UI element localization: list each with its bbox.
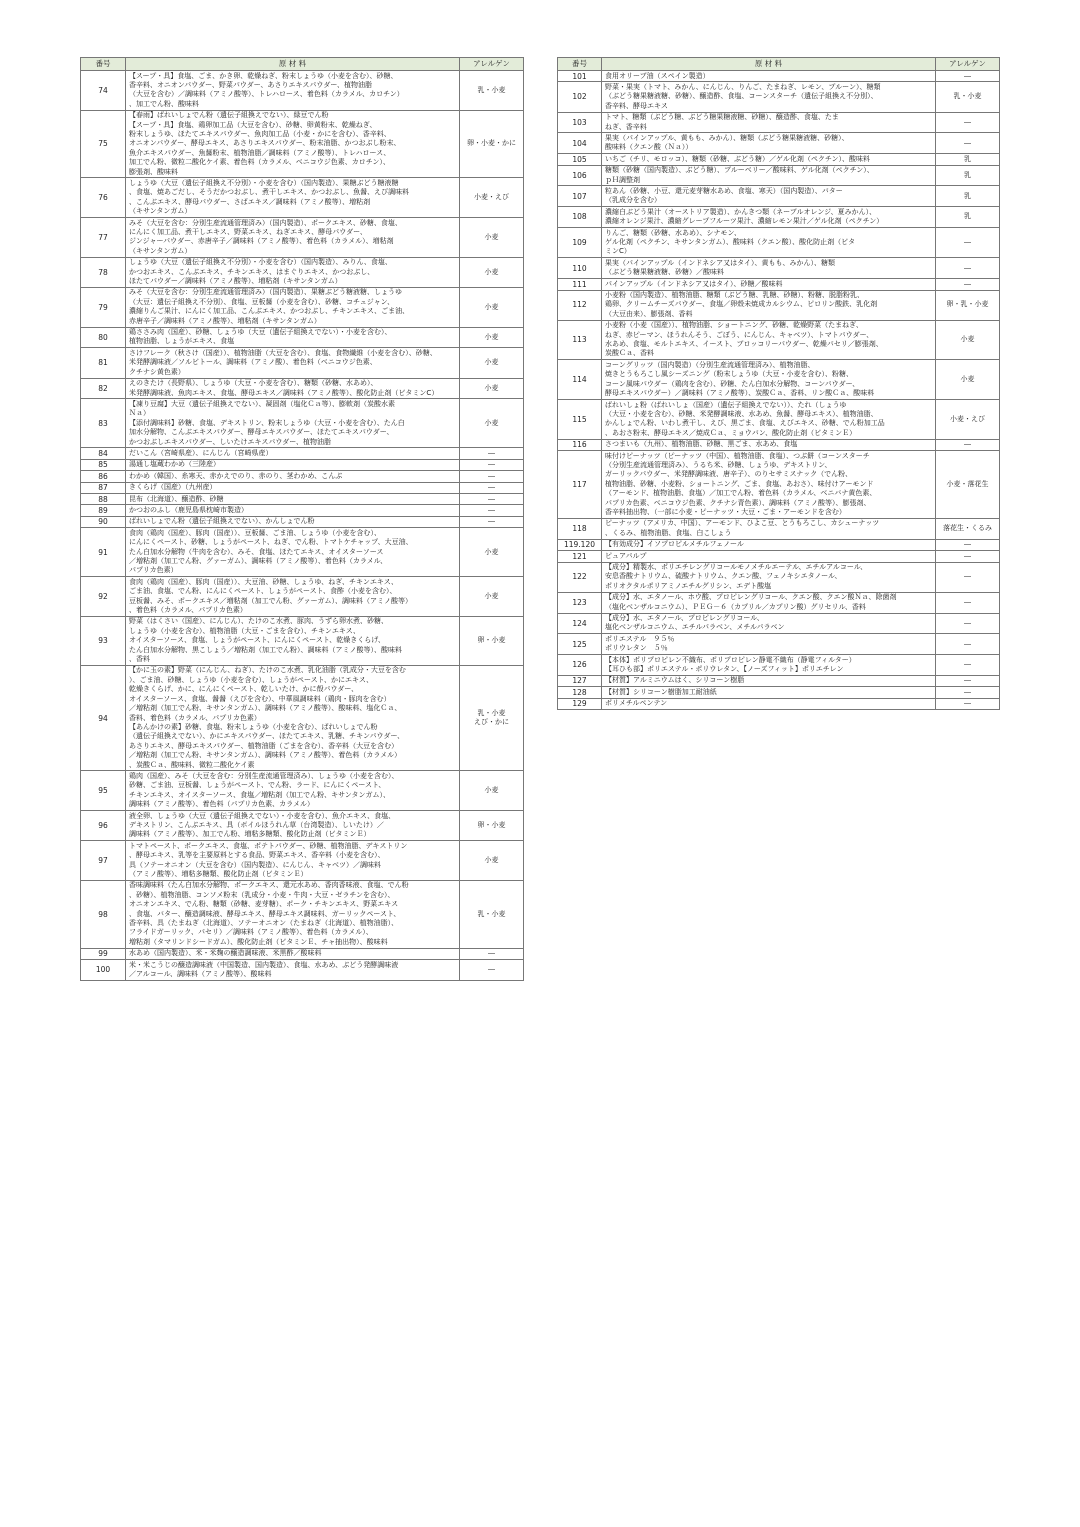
ingredients-cell: しょうゆ（大豆（遺伝子組換え不分別）・小麦を含む）（国内製造）、みりん、食塩、 かつおエキス、こんぶエキス、チキンエキス、はまぐりエキス、かつおぶし、 ほたてパウダー／調味料（アミノ酸等）、増粘剤（キサンタンガム） [126,257,460,287]
item-number: 93 [81,616,126,665]
table-row [81,348,524,378]
table-row [558,539,1000,550]
item-number: 106 [558,165,602,186]
table-row [81,110,524,178]
item-number: 121 [558,551,602,562]
table-row [81,257,524,287]
allergen-cell: 小麦 [460,378,524,399]
item-number: 82 [81,378,126,399]
ingredients-cell: 水あめ（国内製造）、米・米麹の醸造調味液、米黒酢／酸味料 [126,948,460,959]
ingredients-cell: きくらげ（国産）（九州産） [126,482,460,493]
header-row [558,58,1000,71]
ingredients-cell: 昆布（北海道）、醸造酢、砂糖 [126,494,460,505]
allergen-cell: ― [936,613,1000,634]
item-number: 77 [81,218,126,258]
table-row [558,698,1000,709]
table-row [81,459,524,470]
header-number: 番号 [558,58,602,71]
item-number: 104 [558,133,602,154]
item-number: 89 [81,505,126,516]
table-row [558,112,1000,133]
table-row [558,320,1000,360]
ingredients-cell: かつおのふし（鹿児島県枕崎市製造） [126,505,460,516]
ingredients-cell: いちご（チリ、モロッコ）、糖類（砂糖、ぶどう糖）／ゲル化剤（ペクチン）、酸味料 [602,154,936,165]
ingredients-cell: りんご、糖類（砂糖、水あめ）、シナモン、 ゲル化剤（ペクチン、キサンタンガム）、酸味料（クエン酸）、酸化防止剤（ビタ ミンC） [602,228,936,258]
allergen-cell: ― [460,459,524,470]
item-number: 119.120 [558,539,602,550]
allergen-cell: ― [936,655,1000,676]
ingredients-cell: トマトペースト、ポークエキス、食塩、ポテトパウダー、砂糖、植物油脂、デキストリン 、酵母エキス、乳等を主要原料とする食品、野菜エキス、香辛料（小麦を含む）、 具（ソテーオニオン（大豆を含む）（国内製造）、にんじん、キャベツ）／調味料 （アミノ酸等）、増粘多糖類、酸化防止剤（ビタミンＥ） [126,841,460,881]
ingredients-cell: ポリエステル ９５％ ポリウレタン ５％ [602,634,936,655]
table-row [558,613,1000,634]
ingredients-cell: みそ（大豆を含む：分別生産流通管理済み）（国内製造）、ポークエキス、砂糖、食塩、 にんにく加工品、煮干しエキス、野菜エキス、ねぎエキス、酵母パウダー、 ジンジャーパウダー、赤唐辛子／調味料（アミノ酸等）、着色料（カラメル）、増粘剤 （キサンタンガム） [126,218,460,258]
item-number: 124 [558,613,602,634]
allergen-cell: ― [936,279,1000,290]
allergen-cell: 乳・小麦 [460,71,524,111]
table-row [81,616,524,665]
table-row [558,655,1000,676]
ingredients-cell: 味付けピーナッツ（ピーナッツ（中国）、植物油脂、食塩）、つぶ餅（コーンスターチ （分別生産流通管理済み）、うるち米、砂糖、しょうゆ、デキストリン、 ガーリックパウダー、米発酵調味液、唐辛子）、のりセサミスナック（でん粉、 植物油脂、砂糖、小麦粉、ショートニング、ごま、食塩、あおさ）、味付けアーモンド （アーモンド、植物油脂、食塩）／加工でん粉、着色料（カラメル、ベニバナ黄色素、 パプリカ色素、ベニコウジ色素、クチナシ青色素）、調味料（アミノ酸等）、膨張剤、 香辛料抽出物、（一部に小麦・ピーナッツ・大豆・ごま・アーモンドを含む） [602,451,936,519]
item-number: 88 [81,494,126,505]
allergen-cell: 小麦 [936,360,1000,400]
ingredients-cell: ポリメチルペンテン [602,698,936,709]
table-row [558,258,1000,279]
table-row [558,551,1000,562]
header-number: 番号 [81,58,126,71]
ingredients-cell: ピュアパルプ [602,551,936,562]
item-number: 126 [558,655,602,676]
table-row [81,960,524,981]
table-row [81,771,524,811]
ingredients-cell: だいこん（宮崎県産）、にんじん（宮崎県産） [126,448,460,459]
item-number: 102 [558,82,602,112]
allergen-cell: ― [936,675,1000,686]
item-number: 80 [81,327,126,348]
table-row [81,494,524,505]
allergen-cell: 乳 [936,186,1000,207]
ingredients-cell: コーングリッツ（国内製造）（分別生産流通管理済み）、植物油脂、 焼きとうもろこし風シーズニング（粉末しょうゆ（大豆・小麦を含む）、粉糖、 コーン風味パウダー（鶏肉を含む）、砂糖、たん白加水分解物、コーンパウダー、 酵母エキスパウダー）／調味料（アミノ酸等）、炭酸Ｃａ、香料、リン酸Ｃａ、酸味料 [602,360,936,400]
ingredients-cell: 【本体】ポリプロピレン不織布、ポリプロピレン静電不織布（静電フィルター） 【耳ひも部】ポリエステル・ポリウレタン、【ノーズフィット】ポリエチレン [602,655,936,676]
ingredients-cell: 小麦粉（国内製造）、植物油脂、糖類（ぶどう糖、乳糖、砂糖）、粉糖、脱脂粉乳、 鶏卵、クリームチーズパウダー、食塩／卵殻未焼成カルシウム、ピロリン酸鉄、乳化剤 （大豆由来）、膨張剤、香料 [602,290,936,320]
ingredients-cell: ピーナッツ（アメリカ、中国）、アーモンド、ひよこ豆、とうもろこし、カシューナッツ 、くるみ、植物油脂、食塩、白こしょう [602,518,936,539]
ingredients-cell: 鶏ささみ肉（国産）、砂糖、しょうゆ（大豆（遺伝子組換えでない）・小麦を含む）、 植物油脂、しょうがエキス、食塩 [126,327,460,348]
item-number: 96 [81,811,126,841]
ingredients-cell: 【かに玉の素】野菜（にんじん、ねぎ）、たけのこ水煮、乳化油脂（乳成分・大豆を含む ）、ごま油、砂糖、しょうゆ（小麦を含む）、しょうがペースト、かにエキス、 乾燥きくらげ、かに、にんにくペースト、乾しいたけ、かに殻パウダー、 オイスターソース、食塩、醤醤（えびを含む）、中華風調味料（鶏肉・豚肉を含む） ／増粘剤（加工でん粉、キサンタンガム）、調味料（アミノ酸等）、酸味料、塩化Ｃａ、 香料、着色料（カラメル、パプリカ色素） 【あんかけの素】砂糖、食塩、粉末しょうゆ（小麦を含む）、ばれいしょでん粉 （遺伝子組換えでない）、かにエキスパウダー、ほたてエキス、乳糖、チキンパウダー、 あさりエキス、酵母エキスパウダー、植物油脂（ごまを含む）、香辛料（大豆を含む） ／増粘剤（加工でん粉、キサンタンガム）、調味料（アミノ酸等）、着色料（カラメル） 、炭酸Ｃａ、酸味料、微粒二酸化ケイ素 [126,665,460,770]
left-table-body [81,71,524,981]
item-number: 84 [81,448,126,459]
table-row [81,880,524,948]
allergen-cell: 落花生・くるみ [936,518,1000,539]
allergen-cell: ― [936,592,1000,613]
allergen-cell: ― [936,562,1000,592]
ingredients-cell: 米・米こうじの醸造調味液（中国製造、国内製造）、食塩、水あめ、ぶどう発酵調味液 ／アルコール、調味料（アミノ酸等）、酸味料 [126,960,460,981]
item-number: 118 [558,518,602,539]
allergen-cell: ― [936,551,1000,562]
table-row [558,279,1000,290]
allergen-cell: ― [936,439,1000,450]
allergen-cell: ― [936,71,1000,82]
ingredients-cell: 果実（パインアップル、黄もも、みかん）、糖類（ぶどう糖果糖液糖、砂糖）、 酸味料（クエン酸（Ｎａ）） [602,133,936,154]
allergen-cell: ― [936,687,1000,698]
item-number: 75 [81,110,126,178]
allergen-cell: 卵・小麦・かに [460,110,524,178]
table-row [558,439,1000,450]
item-number: 117 [558,451,602,519]
table-row [81,448,524,459]
ingredients-cell: 【有効成分】イソプロピルメチルフェノール [602,539,936,550]
allergen-cell: ― [936,258,1000,279]
allergen-cell: 乳・小麦 えび・かに [460,665,524,770]
allergen-cell: 小麦 [460,399,524,448]
item-number: 97 [81,841,126,881]
item-number: 91 [81,528,126,577]
table-row [558,675,1000,686]
table-row [558,687,1000,698]
table-row [558,71,1000,82]
ingredients-cell: えのきたけ（長野県）、しょうゆ（大豆・小麦を含む）、糖類（砂糖、水あめ）、 米発酵調味液、魚肉エキス、食塩、酵母エキス／調味料（アミノ酸等）、酸化防止剤（ビタミンC） [126,378,460,399]
item-number: 122 [558,562,602,592]
ingredients-cell: 【春雨】ばれいしょでん粉（遺伝子組換えでない）、緑豆でん粉 【スープ・具】食塩、鶏卵加工品（大豆を含む）、砂糖、卵黄粉末、乾燥ねぎ、 粉末しょうゆ、ほたてエキスパウダー、魚肉加工品（小麦・かにを含む）、香辛料、 オニオンパウダー、酵母エキス、あさりエキスパウダー、粉末油脂、かつおぶし粉末、 魚介エキスパウダー、魚醤粉末、植物油脂／調味料（アミノ酸等）、トレハロース、 加工でん粉、微粒二酸化ケイ素、着色料（カラメル、ベニコウジ色素、カロチン）、 膨張剤、酸味料 [126,110,460,178]
allergen-cell: ― [460,494,524,505]
table-row [558,400,1000,440]
allergen-cell: 小麦 [936,320,1000,360]
ingredients-cell: 糖類（砂糖（国内製造）、ぶどう糖）、ブルーベリー／酸味料、ゲル化剤（ペクチン）、 ｐＨ調整剤 [602,165,936,186]
table-row [81,482,524,493]
ingredients-cell: 液全卵、しょうゆ（大豆（遺伝子組換えでない）・小麦を含む）、魚介エキス、食塩、 デキストリン、こんぶエキス、具（ボイルほうれん草（台湾製造）、しいたけ）／ 調味料（アミノ酸等）、加工でん粉、増粘多糖類、酸化防止剤（ビタミンＥ） [126,811,460,841]
table-row [558,592,1000,613]
item-number: 74 [81,71,126,111]
allergen-cell: 小麦 [460,257,524,287]
left-ingredients-table [80,57,524,981]
item-number: 108 [558,207,602,228]
ingredients-cell: 【スープ・具】食塩、ごま、かき卵、乾燥ねぎ、粉末しょうゆ（小麦を含む）、砂糖、 香辛料、オニオンパウダー、野菜パウダー、あさりエキスパウダー、植物油脂 （大豆を含む）／調味料（アミノ酸等）、トレハロース、着色料（カラメル、カロチン） 、加工でん粉、酸味料 [126,71,460,111]
ingredients-cell: 果実（パインアップル（インドネシア又はタイ）、黄もも、みかん）、糖類 （ぶどう糖果糖液糖、砂糖）／酸味料 [602,258,936,279]
ingredients-cell: 野菜（はくさい（国産）、にんじん）、たけのこ水煮、豚肉、うずら卵水煮、砂糖、 しょうゆ（小麦を含む）、植物油脂（大豆・ごまを含む）、チキンエキス、 オイスターソース、食塩、しょうがペースト、にんにくペースト、乾燥きくらげ、 たん白加水分解物、黒こしょう／増粘剤（加工でん粉）、調味料（アミノ酸等）、酸味料 、香料 [126,616,460,665]
item-number: 113 [558,320,602,360]
item-number: 86 [81,471,126,482]
item-number: 110 [558,258,602,279]
table-row [81,516,524,527]
item-number: 78 [81,257,126,287]
table-row [81,577,524,617]
item-number: 92 [81,577,126,617]
ingredients-cell: 【材質】シリコーン樹脂加工耐油紙 [602,687,936,698]
table-row [81,528,524,577]
allergen-cell: ― [936,539,1000,550]
header-allergen: アレルゲン [460,58,524,71]
item-number: 101 [558,71,602,82]
table-row [558,290,1000,320]
header-materials: 原 材 料 [602,58,936,71]
table-row [81,218,524,258]
table-row [81,327,524,348]
allergen-cell: ― [936,634,1000,655]
header-materials: 原 材 料 [126,58,460,71]
table-row [558,634,1000,655]
ingredients-cell: 野菜・果実（トマト、みかん、にんじん、りんご、たまねぎ、レモン、プルーン）、糖類 （ぶどう糖果糖液糖、砂糖）、醸造酢、食塩、コーンスターチ（遺伝子組換え不分別）、 香辛料、酵母エキス [602,82,936,112]
table-row [81,287,524,327]
allergen-cell: 小麦 [460,287,524,327]
allergen-cell: 小麦 [460,841,524,881]
table-row [81,841,524,881]
item-number: 98 [81,880,126,948]
item-number: 83 [81,399,126,448]
allergen-cell: 小麦 [460,528,524,577]
item-number: 129 [558,698,602,709]
allergen-cell: 小麦 [460,218,524,258]
ingredients-cell: ばれいしょ粉（ばれいしょ（国産）（遺伝子組換えでない））、たれ（しょうゆ （大豆・小麦を含む）、砂糖、米発酵調味液、水あめ、魚醤、酵母エキス）、植物油脂、 かんしょでん粉、いわし煮干し、えび、黒ごま、食塩、えびエキス、砂糖、でん粉加工品 、あおさ粉末、酵母エキス／焼成Ｃａ、ミョウバン、酸化防止剤（ビタミンＥ） [602,400,936,440]
allergen-cell: ― [936,112,1000,133]
allergen-cell: 乳・小麦 [936,82,1000,112]
table-row [81,665,524,770]
item-number: 85 [81,459,126,470]
table-row [558,165,1000,186]
allergen-cell: ― [936,228,1000,258]
ingredients-cell: わかめ（韓国）、糸寒天、赤かえでのり、赤のり、茎わかめ、こんぶ [126,471,460,482]
table-row [558,207,1000,228]
allergen-cell: ― [936,133,1000,154]
table-row [81,505,524,516]
allergen-cell: 小麦 [460,348,524,378]
table-row [558,133,1000,154]
allergen-cell: 乳・小麦 [460,880,524,948]
item-number: 103 [558,112,602,133]
ingredients-cell: 【成分】水、エタノール、ホウ酸、プロピレングリコール、クエン酸、クエン酸Ｎａ、除菌剤 （塩化ベンザルコニウム）、ＰＥＧ－６（カプリル／カプリン酸）グリセリル、香料 [602,592,936,613]
table-row [81,471,524,482]
ingredients-cell: 【成分】水、エタノール、プロピレングリコール、 塩化ベンザルコニウム、エチルパラベン、メチルパラベン [602,613,936,634]
right-table-body [558,71,1000,710]
ingredients-cell: 【凍り豆腐】大豆（遺伝子組換えでない）、凝固剤（塩化Ｃａ等）、膨軟剤（炭酸水素 Ｎａ） 【添付調味料】砂糖、食塩、デキストリン、粉末しょうゆ（大豆・小麦を含む）、たん白 加水分解物、こんぶエキスパウダー、酵母エキスパウダー、ほたてエキスパウダー、 かつおぶしエキスパウダー、しいたけエキスパウダー、植物油脂 [126,399,460,448]
item-number: 90 [81,516,126,527]
ingredients-cell: 【材質】アルミニウムはく、シリコーン樹脂 [602,675,936,686]
item-number: 99 [81,948,126,959]
table-row [81,811,524,841]
item-number: 111 [558,279,602,290]
table-row [558,228,1000,258]
ingredients-cell: 小麦粉（小麦（国産））、植物油脂、ショートニング、砂糖、乾燥野菜（たまねぎ、 ねぎ、赤ピーマン、ほうれんそう、ごぼう、にんじん、キャベツ）、トマトパウダー、 水あめ、食塩、モルトエキス、イースト、ブロッコリーパウダー、乾燥パセリ／膨張剤、 炭酸Ｃａ、香料 [602,320,936,360]
item-number: 107 [558,186,602,207]
item-number: 116 [558,439,602,450]
item-number: 87 [81,482,126,493]
allergen-cell: 乳 [936,207,1000,228]
allergen-cell: ― [460,505,524,516]
allergen-cell: ― [936,698,1000,709]
ingredients-cell: 食用オリーブ油（スペイン製造） [602,71,936,82]
allergen-cell: 小麦 [460,577,524,617]
table-row [81,399,524,448]
ingredients-cell: みそ（大豆を含む：分別生産流通管理済み）（国内製造）、果糖ぶどう糖液糖、しょうゆ （大豆：遺伝子組換え不分別）、食塩、豆板醤（小麦を含む）、砂糖、コチュジャン、 濃縮りんご果汁、にんにく加工品、こんぶエキス、かつおぶし、チキンエキス、ごま油、 赤唐辛子／調味料（アミノ酸等）、増粘剤（キサンタンガム） [126,287,460,327]
ingredients-cell: 鶏肉（国産）、みそ（大豆を含む：分別生産流通管理済み）、しょうゆ（小麦を含む）、 砂糖、ごま油、豆板醤、しょうがペースト、でん粉、ラード、にんにくペースト、 チキンエキス、オイスターソース、食塩／増粘剤（加工でん粉、キサンタンガム）、 調味料（アミノ酸等）、着色料（パプリカ色素、カラメル） [126,771,460,811]
ingredients-cell: 食肉（鶏肉（国産）、豚肉（国産））、大豆油、砂糖、しょうゆ、ねぎ、チキンエキス、 ごま油、食塩、でん粉、にんにくペースト、しょうがペースト、食酢（小麦を含む）、 豆板醤、みそ、ポークエキス／増粘剤（加工でん粉、グァーガム）、調味料（アミノ酸等） 、着色料（カラメル、パプリカ色素） [126,577,460,617]
item-number: 81 [81,348,126,378]
table-row [558,518,1000,539]
allergen-cell: 卵・乳・小麦 [936,290,1000,320]
table-row [81,948,524,959]
table-row [81,378,524,399]
item-number: 79 [81,287,126,327]
right-ingredients-table [557,57,1000,710]
table-row [558,154,1000,165]
allergen-cell: 卵・小麦 [460,616,524,665]
header-allergen: アレルゲン [936,58,1000,71]
ingredients-cell: 湯通し塩蔵わかめ（三陸産） [126,459,460,470]
allergen-cell: 小麦・えび [936,400,1000,440]
allergen-cell: ― [460,960,524,981]
item-number: 123 [558,592,602,613]
ingredients-cell: 香味調味料（たん白加水分解物、ポークエキス、還元水あめ、香肉香味液、食塩、でん粉 、砂糖）、植物油脂、コンソメ粉末（乳成分・小麦・牛肉・大豆・ゼラチンを含む）、 オニオンエキス、でん粉、糖類（砂糖、麦芽糖）、ポーク・チキンエキス、野菜エキス 、食塩、バター、醸造調味液、酵母エキス、酵母エキス調味料、ガーリックペースト、 香辛料、具（たまねぎ（北海道）、ソテーオニオン（たまねぎ（北海道）、植物油脂）、 フライドガーリック、パセリ）／調味料（アミノ酸等）、着色料（カラメル）、 増粘剤（タマリンドシードガム）、酸化防止剤（ビタミンＥ、チャ抽出物）、酸味料 [126,880,460,948]
ingredients-cell: 食肉（鶏肉（国産）、豚肉（国産））、豆板醤、ごま油、しょうゆ（小麦を含む）、 にんにくペースト、砂糖、しょうがペースト、ねぎ、でん粉、トマトケチャップ、大豆油、 たん白加水分解物（牛肉を含む）、みそ、食塩、ほたてエキス、オイスターソース ／増粘剤（加工でん粉、グァーガム）、調味料（アミノ酸等）、着色料（カラメル、 パプリカ色素） [126,528,460,577]
table-row [81,178,524,218]
item-number: 94 [81,665,126,770]
header-row [81,58,524,71]
table-row [558,562,1000,592]
item-number: 95 [81,771,126,811]
allergen-cell: 小麦 [460,327,524,348]
allergen-cell: 小麦 [460,771,524,811]
ingredients-cell: しょうゆ（大豆（遺伝子組換え不分別）・小麦を含む）（国内製造）、果糖ぶどう糖液糖 、食塩、焼あごだし、そうだかつおぶし、煮干しエキス、かつおぶし、魚醤、えび調味料 、こんぶエキス、酵母パウダー、さばエキス／調味料（アミノ酸等）、増粘剤 （キサンタンガム） [126,178,460,218]
ingredients-cell: 粒あん（砂糖、小豆、還元麦芽糖水あめ、食塩、寒天）（国内製造）、バター （乳成分を含む） [602,186,936,207]
table-row [558,360,1000,400]
item-number: 112 [558,290,602,320]
item-number: 125 [558,634,602,655]
allergen-cell: 小麦・落花生 [936,451,1000,519]
allergen-cell: ― [460,482,524,493]
allergen-cell: 小麦・えび [460,178,524,218]
table-row [558,186,1000,207]
item-number: 76 [81,178,126,218]
ingredients-cell: 濃縮白ぶどう果汁（オーストリア製造）、かんきつ類（ネーブルオレンジ、夏みかん）、 濃縮オレンジ果汁、濃縮グレープフルーツ果汁、濃縮レモン果汁／ゲル化剤（ペクチン） [602,207,936,228]
item-number: 115 [558,400,602,440]
item-number: 109 [558,228,602,258]
ingredients-cell: トマト、糖類（ぶどう糖、ぶどう糖果糖液糖、砂糖）、醸造酢、食塩、たま ねぎ、香辛料 [602,112,936,133]
allergen-cell: ― [460,448,524,459]
item-number: 127 [558,675,602,686]
item-number: 100 [81,960,126,981]
allergen-cell: ― [460,471,524,482]
ingredients-cell: ばれいしょでん粉（遺伝子組換えでない）、かんしょでん粉 [126,516,460,527]
allergen-cell: 卵・小麦 [460,811,524,841]
allergen-cell: 乳 [936,154,1000,165]
allergen-cell: ― [460,948,524,959]
item-number: 105 [558,154,602,165]
item-number: 114 [558,360,602,400]
ingredients-cell: さつまいも（九州）、植物油脂、砂糖、黒ごま、水あめ、食塩 [602,439,936,450]
table-row [81,71,524,111]
ingredients-cell: さけフレーク（秋さけ（国産））、植物油脂（大豆を含む）、食塩、食物繊維（小麦を含む）、砂糖、 米発酵調味液／ソルビトール、調味料（アミノ酸）、着色料（ベニコウジ色素、 クチナシ黄色素） [126,348,460,378]
allergen-cell: 乳 [936,165,1000,186]
ingredients-cell: 【成分】精製水、ポリエチレングリコールモノメチルエーテル、エチルアルコール、 安息香酸ナトリウム、硫酸ナトリウム、クエン酸、フェノキシエタノール、 ポリオクタルポリアミノエチルグリシン、エデト酸塩 [602,562,936,592]
ingredients-cell: パインアップル（インドネシア又はタイ）、砂糖／酸味料 [602,279,936,290]
item-number: 128 [558,687,602,698]
allergen-cell: ― [460,516,524,527]
table-row [558,82,1000,112]
table-row [558,451,1000,519]
